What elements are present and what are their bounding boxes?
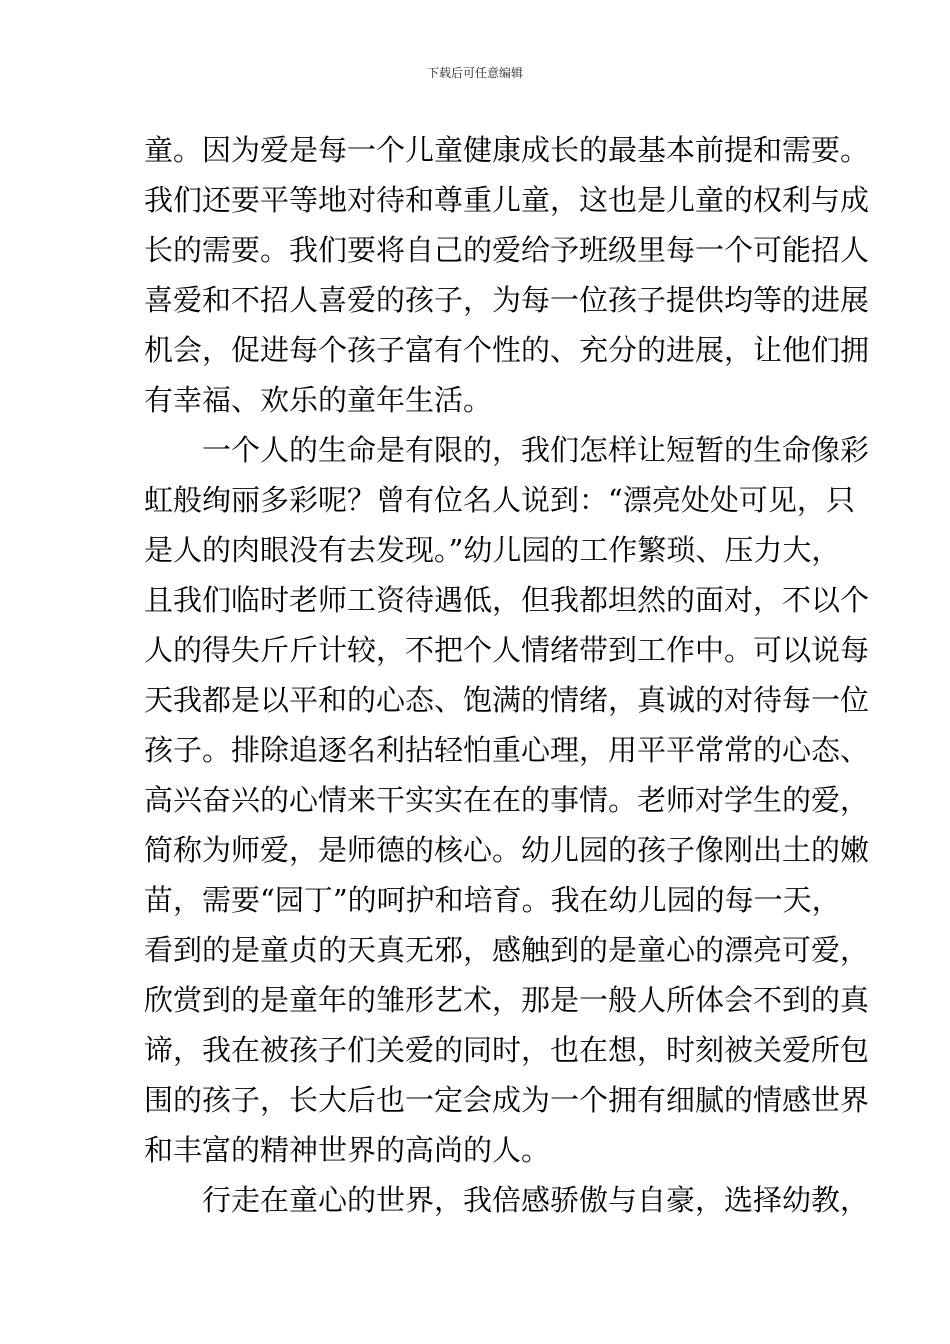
text-line: 是人的肉眼没有去发现。”幼儿园的工作繁琐、压力大，: [144, 533, 841, 567]
text-line: 围的孩子，长大后也一定会成为一个拥有细腻的情感世界: [144, 1083, 870, 1117]
text-line: 长的需要。我们要将自己的爱给予班级里每一个可能招人: [144, 233, 870, 267]
text-line: 有幸福、欢乐的童年生活。: [144, 383, 493, 417]
text-line: 机会，促进每个孩子富有个性的、充分的进展，让他们拥: [144, 333, 870, 367]
text-line: 虹般绚丽多彩呢？曾有位名人说到：“漂亮处处可见，只: [144, 483, 855, 517]
text-line: 我们还要平等地对待和尊重儿童，这也是儿童的权利与成: [144, 183, 870, 217]
text-line: 简称为师爱，是师德的核心。幼儿园的孩子像刚出土的嫩: [144, 833, 870, 867]
text-line: 谛，我在被孩子们关爱的同时，也在想，时刻被关爱所包: [144, 1033, 870, 1067]
page-header-note: 下载后可任意编辑: [426, 66, 523, 80]
paragraph-start-line: 行走在童心的世界，我倍感骄傲与自豪，选择幼教，: [202, 1183, 870, 1217]
text-line: 欣赏到的是童年的雏形艺术，那是一般人所体会不到的真: [144, 983, 870, 1017]
text-line: 苗，需要“园丁”的呵护和培育。我在幼儿园的每一天，: [144, 883, 841, 917]
text-line: 童。因为爱是每一个儿童健康成长的最基本前提和需要。: [144, 133, 870, 167]
text-line: 孩子。排除追逐名利拈轻怕重心理，用平平常常的心态、: [144, 733, 870, 767]
text-line: 天我都是以平和的心态、饱满的情绪，真诚的对待每一位: [144, 683, 870, 717]
text-line: 和丰富的精神世界的高尚的人。: [144, 1133, 551, 1167]
text-line: 且我们临时老师工资待遇低，但我都坦然的面对，不以个: [144, 583, 870, 617]
paragraph-start-line: 一个人的生命是有限的，我们怎样让短暂的生命像彩: [202, 433, 870, 467]
document-body: [144, 125, 870, 1225]
text-line: 看到的是童贞的天真无邪，感触到的是童心的漂亮可爱，: [144, 933, 870, 967]
text-line: 高兴奋兴的心情来干实实在在的事情。老师对学生的爱，: [144, 783, 870, 817]
text-line: 人的得失斤斤计较，不把个人情绪带到工作中。可以说每: [144, 633, 870, 667]
text-line: 喜爱和不招人喜爱的孩子，为每一位孩子提供均等的进展: [144, 283, 870, 317]
